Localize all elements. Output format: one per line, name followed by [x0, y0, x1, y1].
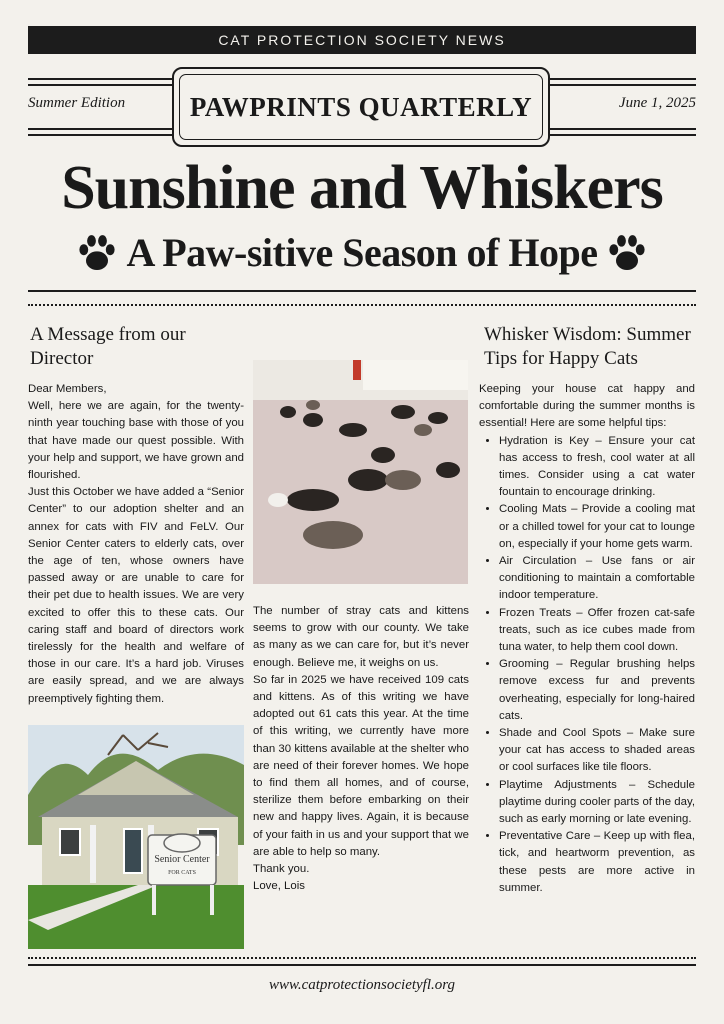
tip-item: • Shade and Cool Spots – Make sure your cat has access to shaded areas or cool surfaces like tile floors. [499, 725, 695, 777]
tips-section [479, 381, 695, 897]
director-message [28, 381, 244, 708]
rule-bottom [28, 964, 696, 966]
director-paragraph: Dear Members, [28, 383, 107, 395]
director-paragraph: Well, here we are again, for the twenty-ninth year touching base with those of you that have made our quest possible. With your help and support, we have grown and flourished. [28, 400, 244, 482]
date-label: June 1, 2025 [618, 95, 696, 111]
masthead-title: PAWPRINTS QUARTERLY [189, 91, 533, 122]
subheadline-text: A Paw-sitive Season of Hope [126, 230, 598, 275]
tip-item: • Playtime Adjustments – Schedule playtime during cooler parts of the day, such as early morning or late evening. [499, 777, 695, 829]
top-banner [28, 26, 696, 54]
middle-paragraph: So far in 2025 we have received 109 cats and kittens. As of this writing we have adopted out 61 cats this year. At the time of this writing, we currently have more than 30 kittens available at the shelter who are need of their forever homes. We hope to find them all homes, and of course, sterilize them before embarking on their new and happy lives. Again, it is because of your faith in us and your support that we are able to help so many. [253, 673, 469, 858]
edition-label: Summer Edition [28, 95, 126, 111]
tips-intro: Keeping your house cat happy and comfortable during the summer months is essential! Here are some helpful tips: [479, 383, 695, 430]
rule-mid-1 [28, 290, 696, 292]
tip-item: • Grooming – Regular brushing helps remove excess fur and prevents overheating, especially for long-haired cats. [499, 656, 695, 725]
sign-text: Senior Center [154, 854, 210, 865]
footer-website-link[interactable]: www.catprotectionsocietyfl.org [268, 977, 456, 993]
rule-bottom-dotted [28, 957, 696, 959]
director-paragraph: Just this October we have added a “Senior Center” to our adoption shelter and an annex for cats with FIV and FeLV. Our Senior Center caters to elderly cats, over the age of ten, whose owners have passed away or are unable to care for their pet due to health issues. We are very excited to offer this to these cats. Our caring staff and board of directors work tirelessly for the health and welfare of those in our care. It’s a hard job. Viruses are easily spread, and we are always preemptively fighting them. [28, 486, 244, 705]
tip-item: • Preventative Care – Keep up with flea, tick, and heartworm prevention, as these pests are more active in summer. [499, 828, 695, 897]
paw-icon [75, 231, 119, 275]
director-title: A Message from our Director [30, 324, 186, 369]
tips-title: Whisker Wisdom: Summer Tips for Happy Cats [484, 324, 691, 369]
tips-list [479, 433, 695, 897]
sign-subtext: FOR CATS [168, 870, 196, 876]
tip-item: • Hydration is Key – Ensure your cat has access to fresh, cool water at all times. Consider using a cat water fountain to encourage drinking. [499, 433, 695, 502]
tip-item: • Frozen Treats – Offer frozen cat-safe treats, such as ice cubes made from tuna water, to help them cool down. [499, 605, 695, 657]
tip-item: • Cooling Mats – Provide a cooling mat or a chilled towel for your cat to lounge on, especially if your home gets warm. [499, 501, 695, 553]
paw-icon [605, 231, 649, 275]
headline: Sunshine and Whiskers [61, 154, 663, 222]
rule-mid-dotted [28, 304, 696, 306]
middle-paragraph: Love, Lois [253, 880, 305, 893]
middle-article [253, 603, 469, 895]
shelter-cats-photo [253, 360, 468, 584]
banner-text: CAT PROTECTION SOCIETY NEWS [218, 32, 506, 48]
senior-center-photo [28, 725, 244, 949]
tip-item: • Air Circulation – Use fans or air conditioning to maintain a comfortable indoor temperature. [499, 553, 695, 605]
middle-paragraph: The number of stray cats and kittens seems to grow with our county. We take as many as we can care for, but it’s never enough. Believe me, it weighs on us. [253, 605, 469, 669]
masthead [172, 67, 550, 147]
subheadline-row [0, 224, 724, 282]
middle-paragraph: Thank you. [253, 863, 310, 876]
